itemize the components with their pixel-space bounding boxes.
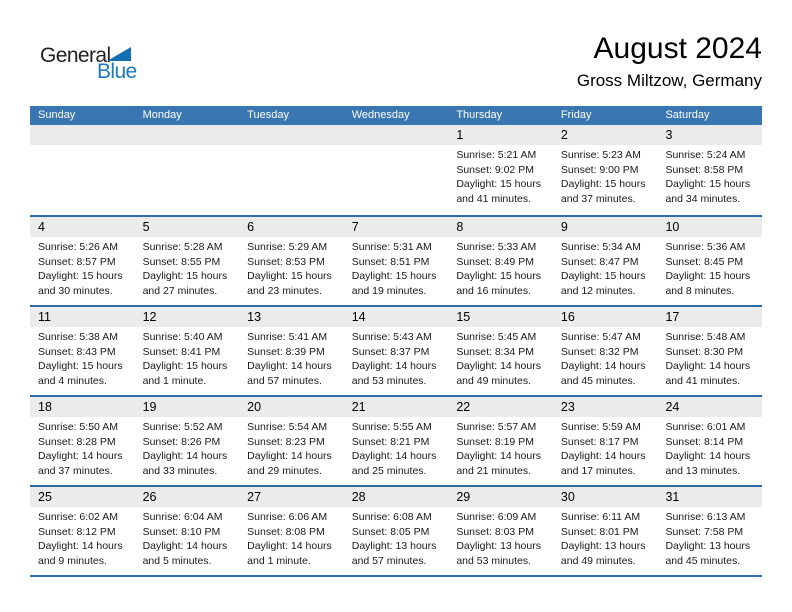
sunset-text: Sunset: 8:21 PM <box>351 435 430 448</box>
day-cell <box>135 307 240 395</box>
day-number: 31 <box>657 487 762 507</box>
calendar-table <box>30 106 762 577</box>
daylight-text-line1: Daylight: 13 hours <box>665 540 751 552</box>
sunset-text: Sunset: 8:26 PM <box>142 435 221 448</box>
sunrise-text: Sunrise: 5:40 AM <box>142 331 223 343</box>
day-details <box>344 417 449 478</box>
day-details <box>448 417 553 478</box>
day-number <box>30 125 135 145</box>
daylight-text-line2: and 21 minutes. <box>456 464 532 477</box>
sunrise-text: Sunrise: 5:31 AM <box>351 241 432 253</box>
day-cell <box>344 487 449 575</box>
daylight-text-line2: and 17 minutes. <box>560 464 636 477</box>
sunrise-text: Sunrise: 5:43 AM <box>351 331 432 343</box>
sunrise-text: Sunrise: 5:47 AM <box>560 331 641 343</box>
day-cell <box>30 217 135 305</box>
day-details <box>344 145 449 148</box>
day-cell <box>448 125 553 215</box>
logo-text-blue: Blue <box>97 60 137 83</box>
day-number: 13 <box>239 307 344 327</box>
daylight-text-line2: and 25 minutes. <box>351 464 427 477</box>
sunrise-text: Sunrise: 5:26 AM <box>38 241 118 253</box>
day-details <box>448 237 553 298</box>
daylight-text-line2: and 12 minutes. <box>560 284 636 297</box>
day-details <box>135 327 240 388</box>
sunrise-text: Sunrise: 6:02 AM <box>38 511 118 523</box>
daylight-text-line2: and 45 minutes. <box>560 374 636 387</box>
sunset-text: Sunset: 8:19 PM <box>456 435 534 448</box>
sunset-text: Sunset: 8:53 PM <box>247 255 325 268</box>
daylight-text-line1: Daylight: 14 hours <box>665 360 751 372</box>
sunset-text: Sunset: 8:05 PM <box>351 525 430 538</box>
day-details <box>553 507 658 568</box>
sunrise-text: Sunrise: 5:45 AM <box>456 331 537 343</box>
sunset-text: Sunset: 8:51 PM <box>351 255 430 268</box>
weekday-header-sunday: Sunday <box>38 109 76 121</box>
day-number: 12 <box>135 307 240 327</box>
sunrise-text: Sunrise: 5:54 AM <box>247 421 328 433</box>
day-details <box>239 237 344 298</box>
daylight-text-line2: and 27 minutes. <box>142 284 218 297</box>
day-cell <box>135 397 240 485</box>
daylight-text-line1: Daylight: 15 hours <box>247 270 332 282</box>
day-cell <box>448 217 553 305</box>
weekday-header-monday: Monday <box>142 109 182 121</box>
weekday-header-wednesday: Wednesday <box>351 109 410 121</box>
sunrise-text: Sunrise: 6:09 AM <box>456 511 537 523</box>
sunset-text: Sunset: 8:08 PM <box>247 525 325 538</box>
daylight-text-line1: Daylight: 14 hours <box>142 540 228 552</box>
day-cell <box>448 307 553 395</box>
page-subtitle: Gross Miltzow, Germany <box>576 71 762 90</box>
week-row <box>30 215 762 305</box>
day-number: 17 <box>657 307 762 327</box>
day-cell <box>448 397 553 485</box>
week-row <box>30 395 762 485</box>
day-cell <box>239 307 344 395</box>
daylight-text-line1: Daylight: 14 hours <box>456 360 541 372</box>
sunset-text: Sunset: 8:39 PM <box>247 345 325 358</box>
daylight-text-line2: and 29 minutes. <box>247 464 322 477</box>
sunset-text: Sunset: 8:23 PM <box>247 435 325 448</box>
sunrise-text: Sunrise: 5:28 AM <box>142 241 223 253</box>
sunrise-text: Sunrise: 6:13 AM <box>665 511 746 523</box>
daylight-text-line2: and 16 minutes. <box>456 284 532 297</box>
day-number: 2 <box>553 125 658 145</box>
daylight-text-line2: and 33 minutes. <box>142 464 218 477</box>
daylight-text-line1: Daylight: 15 hours <box>38 360 123 372</box>
day-cell <box>344 397 449 485</box>
daylight-text-line1: Daylight: 13 hours <box>560 540 646 552</box>
sunset-text: Sunset: 8:47 PM <box>560 255 639 268</box>
daylight-text-line1: Daylight: 14 hours <box>351 360 437 372</box>
sunrise-text: Sunrise: 6:08 AM <box>351 511 432 523</box>
daylight-text-line1: Daylight: 14 hours <box>38 540 123 552</box>
day-number: 9 <box>553 217 658 237</box>
day-cell <box>553 307 658 395</box>
day-details <box>135 417 240 478</box>
sunrise-text: Sunrise: 6:01 AM <box>665 421 746 433</box>
day-number: 26 <box>135 487 240 507</box>
sunrise-text: Sunrise: 5:57 AM <box>456 421 537 433</box>
day-number: 1 <box>448 125 553 145</box>
sunset-text: Sunset: 8:41 PM <box>142 345 221 358</box>
sunrise-text: Sunrise: 5:36 AM <box>665 241 746 253</box>
day-details <box>448 507 553 568</box>
day-cell <box>135 217 240 305</box>
sunset-text: Sunset: 8:57 PM <box>38 255 116 268</box>
day-cell <box>553 125 658 215</box>
day-number: 30 <box>553 487 658 507</box>
daylight-text-line2: and 5 minutes. <box>142 554 212 567</box>
day-cell <box>553 397 658 485</box>
day-cell <box>239 217 344 305</box>
daylight-text-line1: Daylight: 15 hours <box>560 178 646 190</box>
daylight-text-line1: Daylight: 15 hours <box>560 270 646 282</box>
day-number: 15 <box>448 307 553 327</box>
daylight-text-line2: and 30 minutes. <box>38 284 113 297</box>
day-number: 28 <box>344 487 449 507</box>
day-details <box>30 417 135 478</box>
day-cell <box>30 307 135 395</box>
sunset-text: Sunset: 8:32 PM <box>560 345 639 358</box>
daylight-text-line1: Daylight: 15 hours <box>142 270 228 282</box>
daylight-text-line2: and 49 minutes. <box>560 554 636 567</box>
weekday-header-friday: Friday <box>560 109 592 121</box>
daylight-text-line1: Daylight: 15 hours <box>456 178 541 190</box>
day-cell <box>239 397 344 485</box>
day-details <box>553 145 658 206</box>
sunset-text: Sunset: 8:34 PM <box>456 345 534 358</box>
weekday-header-row <box>30 106 762 125</box>
sunset-text: Sunset: 8:28 PM <box>38 435 116 448</box>
day-cell <box>448 487 553 575</box>
day-details <box>30 237 135 298</box>
daylight-text-line2: and 41 minutes. <box>665 374 741 387</box>
day-number: 3 <box>657 125 762 145</box>
day-number <box>135 125 240 145</box>
sunset-text: Sunset: 8:01 PM <box>560 525 639 538</box>
title-block <box>577 33 762 91</box>
day-cell <box>657 487 762 575</box>
daylight-text-line2: and 1 minute. <box>247 554 311 567</box>
day-number: 23 <box>553 397 658 417</box>
sunrise-text: Sunrise: 5:59 AM <box>560 421 641 433</box>
sunset-text: Sunset: 8:58 PM <box>665 163 744 176</box>
daylight-text-line1: Daylight: 14 hours <box>560 450 646 462</box>
daylight-text-line2: and 57 minutes. <box>351 554 427 567</box>
day-number: 11 <box>30 307 135 327</box>
sunset-text: Sunset: 8:43 PM <box>38 345 116 358</box>
day-details <box>30 145 135 148</box>
day-cell <box>135 487 240 575</box>
daylight-text-line2: and 49 minutes. <box>456 374 532 387</box>
sunset-text: Sunset: 8:49 PM <box>456 255 534 268</box>
daylight-text-line2: and 45 minutes. <box>665 554 741 567</box>
weekday-header-thursday: Thursday <box>456 109 503 121</box>
calendar-grid <box>30 125 762 577</box>
day-details <box>344 327 449 388</box>
week-row <box>30 305 762 395</box>
daylight-text-line2: and 41 minutes. <box>456 192 532 205</box>
day-cell <box>135 125 240 215</box>
day-details <box>657 507 762 568</box>
daylight-text-line2: and 34 minutes. <box>665 192 741 205</box>
daylight-text-line2: and 37 minutes. <box>38 464 113 477</box>
day-cell <box>657 125 762 215</box>
page-title: August 2024 <box>593 32 762 65</box>
day-number: 25 <box>30 487 135 507</box>
daylight-text-line1: Daylight: 14 hours <box>38 450 123 462</box>
day-details <box>135 237 240 298</box>
sunrise-text: Sunrise: 5:21 AM <box>456 149 537 161</box>
daylight-text-line2: and 37 minutes. <box>560 192 636 205</box>
sunrise-text: Sunrise: 5:29 AM <box>247 241 328 253</box>
sunrise-text: Sunrise: 5:41 AM <box>247 331 328 343</box>
day-details <box>344 507 449 568</box>
day-number: 29 <box>448 487 553 507</box>
daylight-text-line2: and 19 minutes. <box>351 284 427 297</box>
daylight-text-line2: and 1 minute. <box>142 374 207 387</box>
day-details <box>553 237 658 298</box>
daylight-text-line1: Daylight: 14 hours <box>247 540 332 552</box>
daylight-text-line2: and 53 minutes. <box>456 554 532 567</box>
day-cell <box>553 487 658 575</box>
day-number: 21 <box>344 397 449 417</box>
logo-triangle-icon <box>107 47 131 61</box>
daylight-text-line1: Daylight: 15 hours <box>38 270 123 282</box>
day-cell <box>344 307 449 395</box>
day-number: 8 <box>448 217 553 237</box>
sunset-text: Sunset: 8:17 PM <box>560 435 639 448</box>
daylight-text-line1: Daylight: 14 hours <box>247 360 332 372</box>
day-cell <box>553 217 658 305</box>
sunrise-text: Sunrise: 5:52 AM <box>142 421 223 433</box>
day-details <box>344 237 449 298</box>
sunset-text: Sunset: 8:10 PM <box>142 525 221 538</box>
week-row <box>30 485 762 575</box>
sunset-text: Sunset: 8:37 PM <box>351 345 430 358</box>
daylight-text-line1: Daylight: 14 hours <box>247 450 332 462</box>
daylight-text-line2: and 13 minutes. <box>665 464 741 477</box>
daylight-text-line1: Daylight: 15 hours <box>665 270 751 282</box>
day-details <box>448 145 553 206</box>
day-number: 7 <box>344 217 449 237</box>
day-cell <box>239 487 344 575</box>
daylight-text-line1: Daylight: 14 hours <box>665 450 751 462</box>
daylight-text-line1: Daylight: 14 hours <box>351 450 437 462</box>
day-details <box>30 507 135 568</box>
daylight-text-line1: Daylight: 14 hours <box>560 360 646 372</box>
daylight-text-line1: Daylight: 14 hours <box>142 450 228 462</box>
day-details <box>239 417 344 478</box>
sunset-text: Sunset: 8:55 PM <box>142 255 221 268</box>
sunset-text: Sunset: 7:58 PM <box>665 525 744 538</box>
sunrise-text: Sunrise: 5:55 AM <box>351 421 432 433</box>
weekday-header-tuesday: Tuesday <box>247 109 289 121</box>
day-cell <box>30 397 135 485</box>
day-number: 4 <box>30 217 135 237</box>
daylight-text-line1: Daylight: 13 hours <box>351 540 437 552</box>
day-number <box>239 125 344 145</box>
day-number: 20 <box>239 397 344 417</box>
sunset-text: Sunset: 9:00 PM <box>560 163 639 176</box>
day-details <box>657 145 762 206</box>
sunset-text: Sunset: 8:14 PM <box>665 435 744 448</box>
day-number: 10 <box>657 217 762 237</box>
day-number <box>344 125 449 145</box>
day-details <box>239 145 344 148</box>
sunrise-text: Sunrise: 5:33 AM <box>456 241 537 253</box>
daylight-text-line1: Daylight: 14 hours <box>456 450 541 462</box>
day-cell <box>657 217 762 305</box>
sunrise-text: Sunrise: 5:23 AM <box>560 149 641 161</box>
day-cell <box>239 125 344 215</box>
daylight-text-line2: and 8 minutes. <box>665 284 735 297</box>
day-details <box>30 327 135 388</box>
daylight-text-line1: Daylight: 15 hours <box>456 270 541 282</box>
sunrise-text: Sunrise: 5:38 AM <box>38 331 118 343</box>
sunrise-text: Sunrise: 5:48 AM <box>665 331 746 343</box>
day-details <box>135 507 240 568</box>
day-number: 24 <box>657 397 762 417</box>
sunrise-text: Sunrise: 6:06 AM <box>247 511 328 523</box>
day-number: 19 <box>135 397 240 417</box>
logo-text-general: General <box>40 44 111 67</box>
day-number: 18 <box>30 397 135 417</box>
day-number: 27 <box>239 487 344 507</box>
daylight-text-line2: and 53 minutes. <box>351 374 427 387</box>
sunset-text: Sunset: 8:45 PM <box>665 255 744 268</box>
daylight-text-line1: Daylight: 15 hours <box>351 270 437 282</box>
weekday-header-saturday: Saturday <box>665 109 710 121</box>
sunset-text: Sunset: 9:02 PM <box>456 163 534 176</box>
day-cell <box>30 487 135 575</box>
day-number: 5 <box>135 217 240 237</box>
day-cell <box>344 125 449 215</box>
day-details <box>448 327 553 388</box>
day-cell <box>657 397 762 485</box>
daylight-text-line2: and 9 minutes. <box>38 554 107 567</box>
brand-logo <box>40 44 160 90</box>
day-number: 16 <box>553 307 658 327</box>
sunset-text: Sunset: 8:30 PM <box>665 345 744 358</box>
daylight-text-line1: Daylight: 15 hours <box>142 360 228 372</box>
day-cell <box>30 125 135 215</box>
sunrise-text: Sunrise: 6:04 AM <box>142 511 223 523</box>
day-details <box>657 417 762 478</box>
daylight-text-line2: and 23 minutes. <box>247 284 322 297</box>
sunrise-text: Sunrise: 5:34 AM <box>560 241 641 253</box>
day-details <box>553 327 658 388</box>
day-cell <box>657 307 762 395</box>
sunrise-text: Sunrise: 5:50 AM <box>38 421 118 433</box>
daylight-text-line2: and 4 minutes. <box>38 374 107 387</box>
day-details <box>657 327 762 388</box>
day-details <box>135 145 240 148</box>
day-details <box>239 507 344 568</box>
daylight-text-line1: Daylight: 15 hours <box>665 178 751 190</box>
week-row <box>30 125 762 215</box>
daylight-text-line1: Daylight: 13 hours <box>456 540 541 552</box>
day-number: 14 <box>344 307 449 327</box>
daylight-text-line2: and 57 minutes. <box>247 374 322 387</box>
sunset-text: Sunset: 8:03 PM <box>456 525 534 538</box>
day-cell <box>344 217 449 305</box>
day-details <box>239 327 344 388</box>
sunrise-text: Sunrise: 5:24 AM <box>665 149 746 161</box>
sunrise-text: Sunrise: 6:11 AM <box>560 511 641 523</box>
day-number: 22 <box>448 397 553 417</box>
day-details <box>553 417 658 478</box>
day-number: 6 <box>239 217 344 237</box>
day-details <box>657 237 762 298</box>
sunset-text: Sunset: 8:12 PM <box>38 525 116 538</box>
